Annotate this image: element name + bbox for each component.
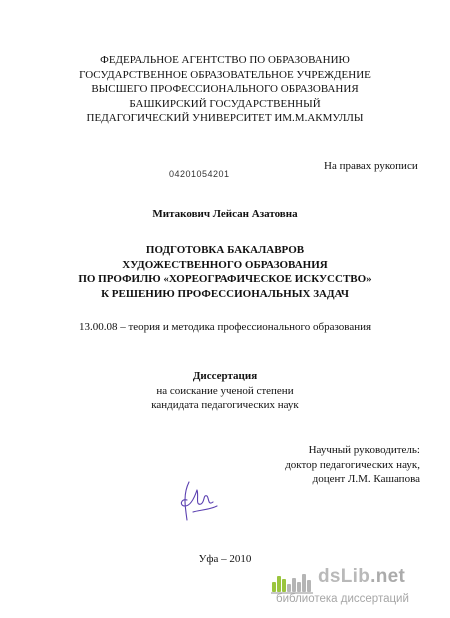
watermark-brand-main: dsLib bbox=[318, 566, 371, 587]
dissertation-heading: Диссертация bbox=[192, 370, 258, 382]
signature-icon bbox=[175, 476, 225, 526]
supervisor-line: доцент Л.М. Кашапова bbox=[312, 473, 420, 485]
supervisor-line: доктор педагогических наук, bbox=[285, 458, 420, 471]
title-line: ПОДГОТОВКА БАКАЛАВРОВ bbox=[145, 244, 305, 256]
degree-line: кандидата педагогических наук bbox=[151, 399, 299, 411]
organization-line: ВЫСШЕГО ПРОФЕССИОНАЛЬНОГО ОБРАЗОВАНИЯ bbox=[91, 83, 359, 95]
watermark-brand-tld: .net bbox=[370, 566, 406, 587]
document-code: 04201054201 bbox=[169, 169, 230, 179]
watermark-brand bbox=[318, 566, 405, 588]
supervisor-block bbox=[285, 443, 420, 487]
author-name: Митакович Лейсан Азатовна bbox=[152, 208, 298, 220]
watermark-subtitle: библиотека диссертаций bbox=[276, 593, 409, 605]
dissertation-block bbox=[0, 369, 450, 413]
organization-line: ГОСУДАРСТВЕННОЕ ОБРАЗОВАТЕЛЬНОЕ УЧРЕЖДЕНИЕ bbox=[79, 68, 371, 81]
degree-line: на соискание ученой степени bbox=[156, 384, 294, 397]
rights-note: На правах рукописи bbox=[324, 160, 418, 172]
city-year: Уфа – 2010 bbox=[198, 553, 252, 565]
dslib-logo-icon bbox=[270, 566, 316, 596]
title-line: ПО ПРОФИЛЮ «ХОРЕОГРАФИЧЕСКОЕ ИСКУССТВО» bbox=[78, 273, 372, 285]
organization-line: БАШКИРСКИЙ ГОСУДАРСТВЕННЫЙ bbox=[129, 97, 321, 110]
organization-line: ФЕДЕРАЛЬНОЕ АГЕНТСТВО ПО ОБРАЗОВАНИЮ bbox=[100, 54, 350, 66]
organization-line: ПЕДАГОГИЧЕСКИЙ УНИВЕРСИТЕТ ИМ.М.АКМУЛЛЫ bbox=[86, 112, 364, 124]
supervisor-line: Научный руководитель: bbox=[308, 444, 420, 456]
title-line: ХУДОЖЕСТВЕННОГО ОБРАЗОВАНИЯ bbox=[122, 258, 328, 271]
title-line: К РЕШЕНИЮ ПРОФЕССИОНАЛЬНЫХ ЗАДАЧ bbox=[101, 287, 349, 300]
organization-header bbox=[0, 53, 450, 126]
specialty-code: 13.00.08 – теория и методика профессионального образования bbox=[78, 321, 372, 333]
watermark bbox=[270, 566, 448, 614]
dissertation-title bbox=[0, 243, 450, 301]
